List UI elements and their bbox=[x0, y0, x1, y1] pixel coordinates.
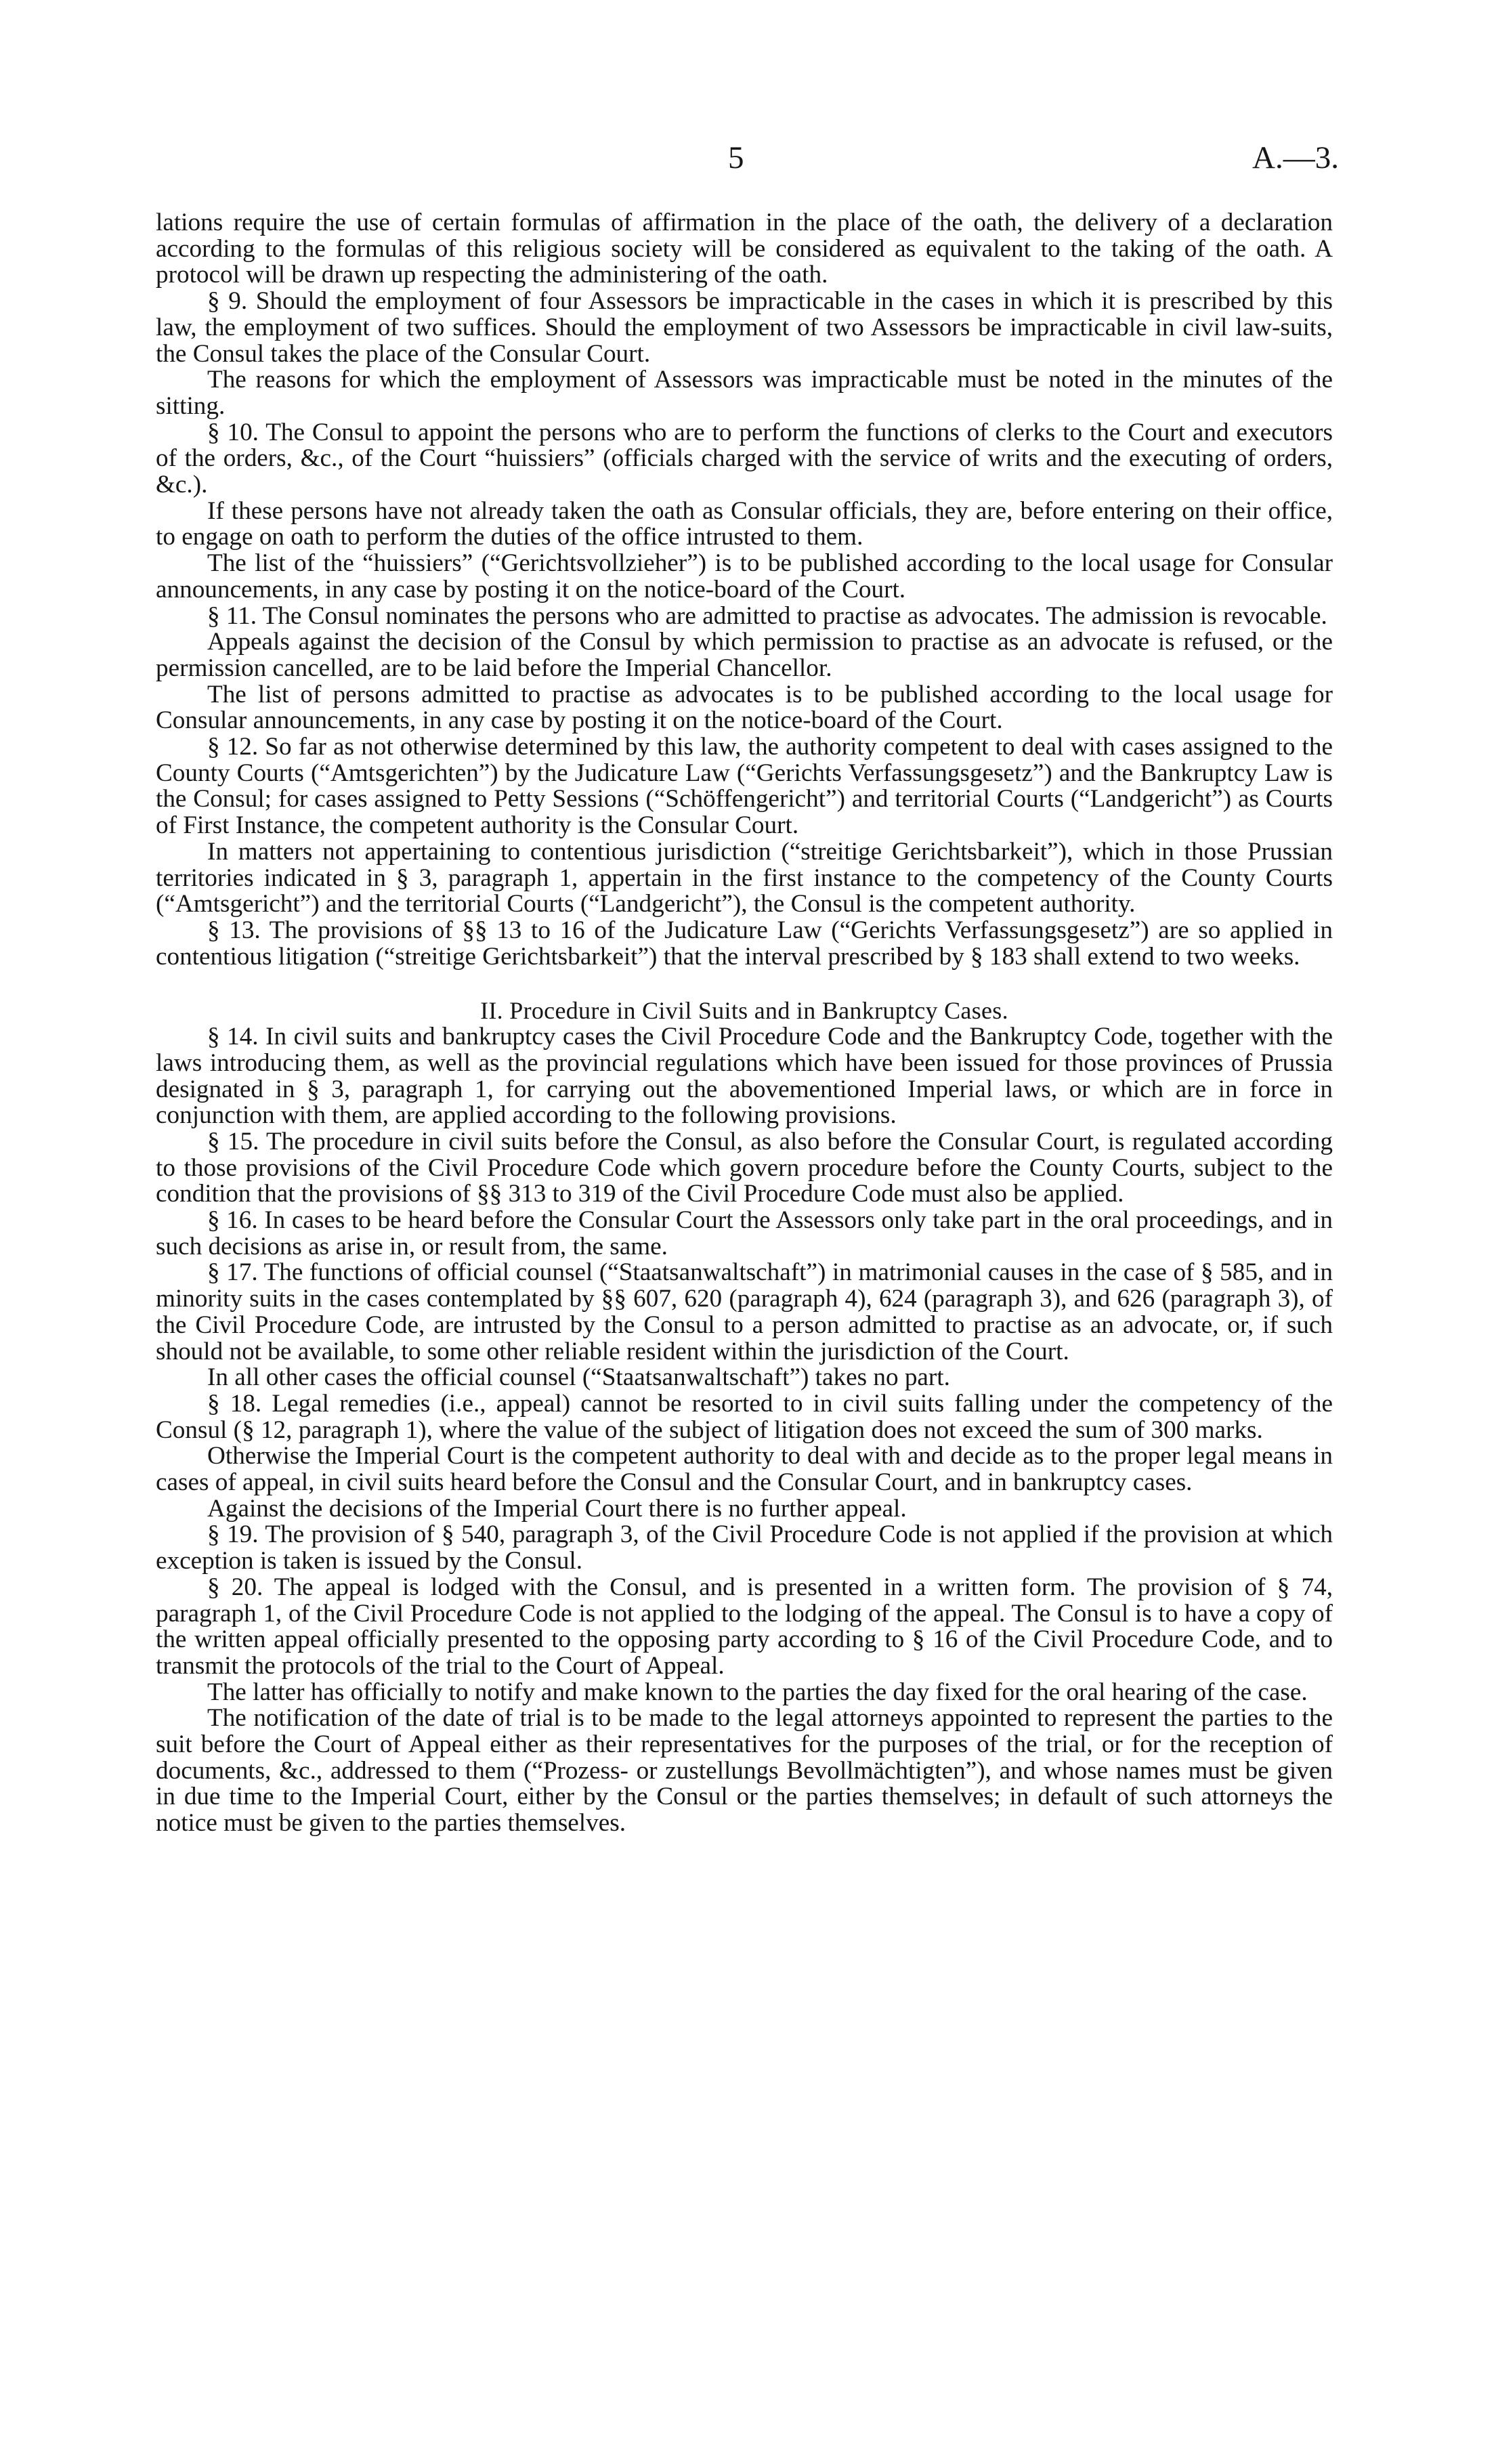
paragraph: The list of persons admitted to practise as advocates is to be published according to the local usage for Consular announcements, in any case by posting it on the notice-board of the Court. bbox=[156, 680, 1333, 735]
paragraph: In all other cases the official counsel (“Staatsanwaltschaft”) takes no part. bbox=[207, 1363, 950, 1392]
paragraph: § 12. So far as not otherwise determined by this law, the authority competent to deal with cases assigned to the County Courts (“Amtsgerichten”) by the Judicature Law (“Gerichts Verfassungsgesetz”) and the Bankruptcy Law is the Consul; for cases assigned to Petty Sessions (“Schöffengericht”) and territorial Courts (“Landgericht”) as Courts of First Instance, the competent authority is the Consular Court. bbox=[156, 733, 1333, 840]
paragraph: Against the decisions of the Imperial Court there is no further appeal. bbox=[207, 1494, 907, 1523]
document-body bbox=[156, 210, 1333, 1837]
paragraph: § 13. The provisions of §§ 13 to 16 of the Judicature Law (“Gerichts Verfassungsgesetz”) are so applied in contentious litigation (“streitige Gerichtsbarkeit”) that the interval prescribed by § 183 shall extend to two weeks. bbox=[156, 916, 1333, 971]
document-reference: A.—3. bbox=[1252, 140, 1339, 175]
paragraph: § 20. The appeal is lodged with the Consul, and is presented in a written form. The provision of § 74, paragraph 1, of the Civil Procedure Code is not applied to the lodging of the appeal. The Consul is to have a copy of the written appeal officially presented to the opposing party according to § 16 of the Civil Procedure Code, and to transmit the protocols of the trial to the Court of Appeal. bbox=[156, 1573, 1333, 1680]
page-number: 5 bbox=[728, 140, 744, 175]
paragraph: § 18. Legal remedies (i.e., appeal) cannot be resorted to in civil suits falling under the competency of the Consul (§ 12, paragraph 1), where the value of the subject of litigation does not exceed the sum of 300 marks. bbox=[156, 1389, 1333, 1444]
section-heading: II. Procedure in Civil Suits and in Bankruptcy Cases. bbox=[480, 997, 1008, 1025]
paragraph: The reasons for which the employment of Assessors was impracticable must be noted in the minutes of the sitting. bbox=[156, 366, 1333, 420]
paragraph: The latter has officially to notify and make known to the parties the day fixed for the oral hearing of the case. bbox=[207, 1678, 1308, 1706]
paragraph: The notification of the date of trial is to be made to the legal attorneys appointed to represent the parties to the suit before the Court of Appeal either as their representatives for the purposes of the trial, or for the reception of documents, &c., addressed to them (“Prozess- or zustellungs Bevollmächtigten”), and whose names must be given in due time to the Imperial Court, either by the Consul or the parties themselves; in default of such attorneys the notice must be given to the parties themselves. bbox=[156, 1704, 1333, 1838]
paragraph: § 17. The functions of official counsel (“Staatsanwaltschaft”) in matrimonial causes in the case of § 585, and in minority suits in the cases contemplated by §§ 607, 620 (paragraph 4), 624 (paragraph 3), and 626 (paragraph 3), of the Civil Procedure Code, are intrusted by the Consul to a person admitted to practise as an advocate, or, if such should not be available, to some other reliable resident within the jurisdiction of the Court. bbox=[156, 1258, 1333, 1365]
paragraph: § 10. The Consul to appoint the persons who are to perform the functions of clerks to the Court and executors of the orders, &c., of the Court “huissiers” (officials charged with the service of writs and the executing of orders, &c.). bbox=[156, 418, 1333, 499]
paragraph: § 11. The Consul nominates the persons who are admitted to practise as advocates. The admission is revocable. bbox=[207, 601, 1327, 630]
paragraph: § 16. In cases to be heard before the Consular Court the Assessors only take part in the oral proceedings, and in such decisions as arise in, or result from, the same. bbox=[156, 1206, 1333, 1260]
paragraph: The list of the “huissiers” (“Gerichtsvollzieher”) is to be published according to the local usage for Consular announcements, in any case by posting it on the notice-board of the Court. bbox=[156, 549, 1333, 603]
paragraph: Appeals against the decision of the Consul by which permission to practise as an advocate is refused, or the permission cancelled, are to be laid before the Imperial Chancellor. bbox=[156, 628, 1333, 682]
paragraph: If these persons have not already taken the oath as Consular officials, they are, before entering on their office, to engage on oath to perform the duties of the office intrusted to them. bbox=[156, 496, 1333, 551]
paragraph: lations require the use of certain formulas of affirmation in the place of the oath, the delivery of a declaration according to the formulas of this religious society will be considered as equivalent to the taking of the oath. A protocol will be drawn up respecting the administering of the oath. bbox=[156, 209, 1333, 289]
paragraph: § 14. In civil suits and bankruptcy cases the Civil Procedure Code and the Bankruptcy Code, together with the laws introducing them, as well as the provincial regulations which have been issued for those provinces of Prussia designated in § 3, paragraph 1, for carrying out the abovementioned Imperial laws, or which are in force in conjunction with them, are applied according to the following provisions. bbox=[156, 1023, 1333, 1130]
paragraph: In matters not appertaining to contentious jurisdiction (“streitige Gerichtsbarkeit”), which in those Prussian territories indicated in § 3, paragraph 1, appertain in the first instance to the competency of the County Courts (“Amtsgericht”) and the territorial Courts (“Landgericht”), the Consul is the competent authority. bbox=[156, 837, 1333, 918]
paragraph: § 15. The procedure in civil suits before the Consul, as also before the Consular Court, is regulated according to those provisions of the Civil Procedure Code which govern procedure before the County Courts, subject to the condition that the provisions of §§ 313 to 319 of the Civil Procedure Code must also be applied. bbox=[156, 1127, 1333, 1208]
paragraph: § 19. The provision of § 540, paragraph 3, of the Civil Procedure Code is not applied if the provision at which exception is taken is issued by the Consul. bbox=[156, 1521, 1333, 1575]
paragraph: Otherwise the Imperial Court is the competent authority to deal with and decide as to the proper legal means in cases of appeal, in civil suits heard before the Consul and the Consular Court, and in bankruptcy cases. bbox=[156, 1442, 1333, 1497]
paragraph: § 9. Should the employment of four Assessors be impracticable in the cases in which it is prescribed by this law, the employment of two suffices. Should the employment of two Assessors be impracticable in civil law-suits, the Consul takes the place of the Consular Court. bbox=[156, 287, 1333, 368]
